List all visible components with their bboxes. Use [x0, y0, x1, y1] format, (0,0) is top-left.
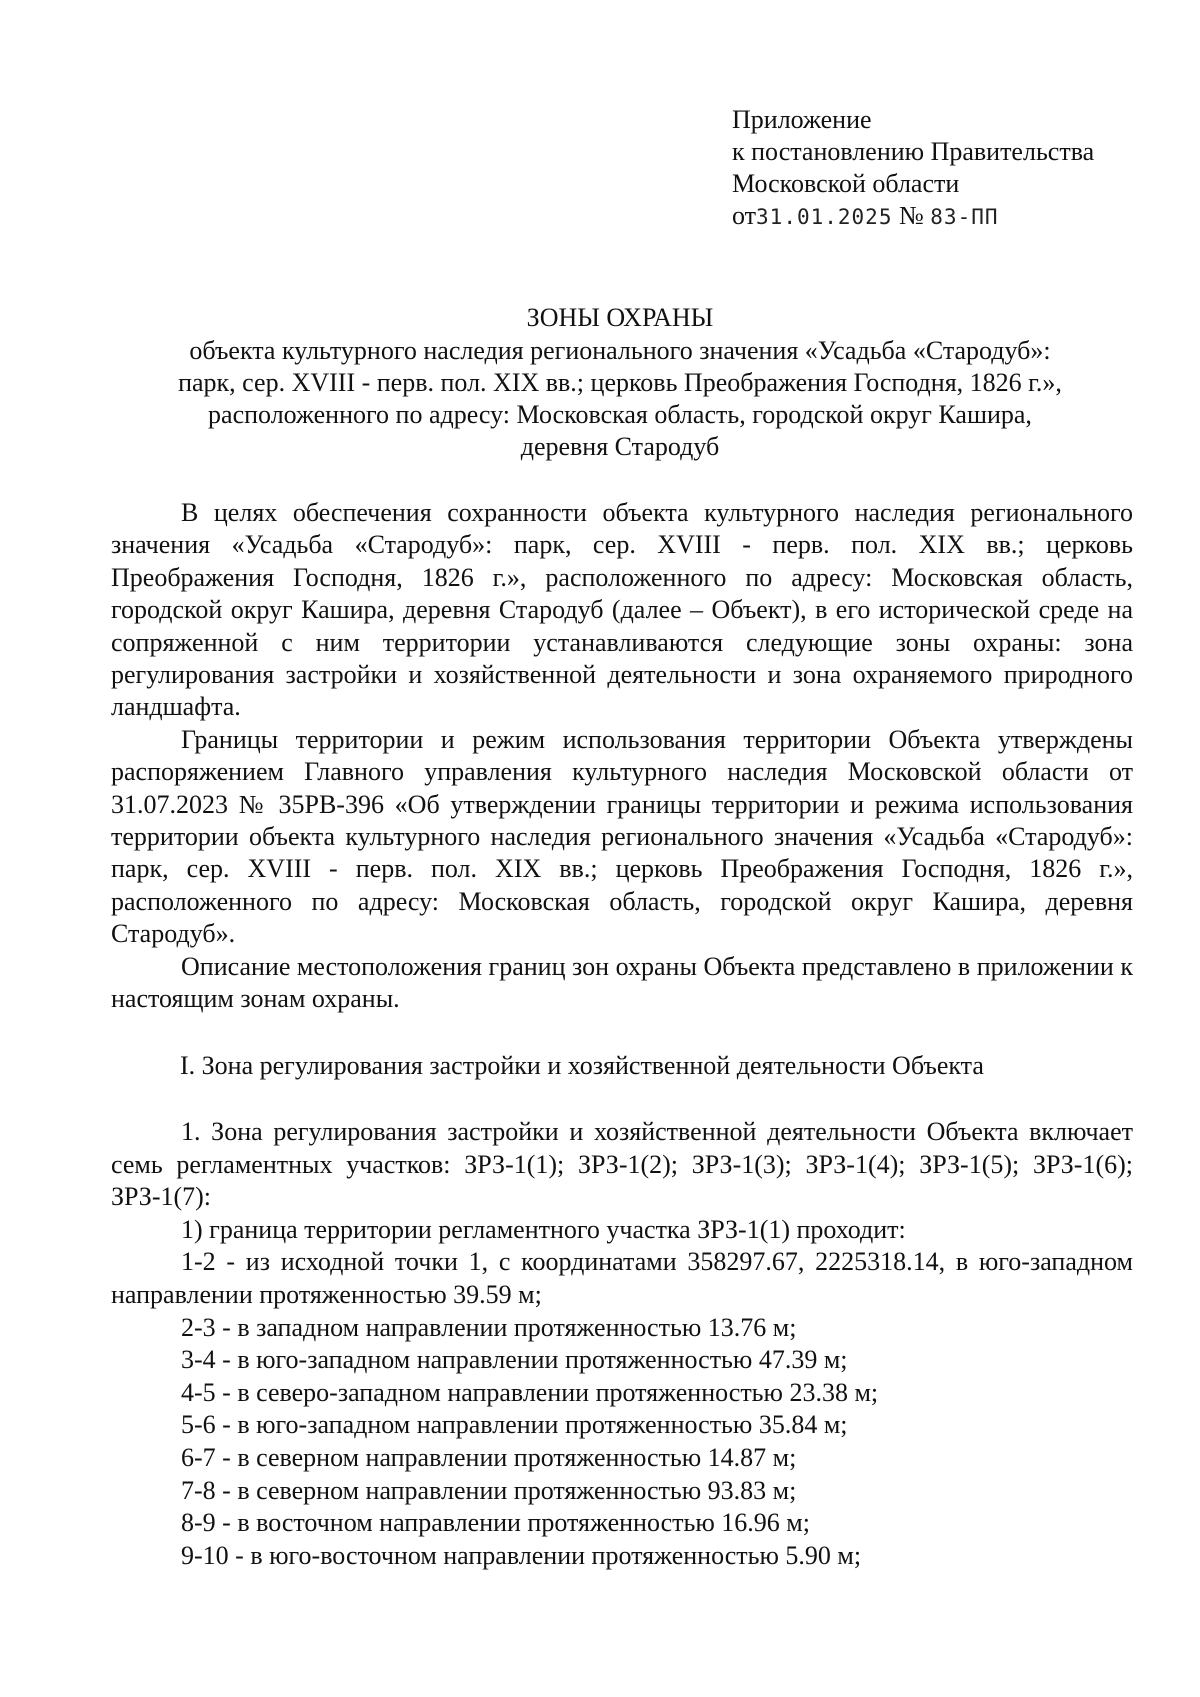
segment-item: 6-7 - в северном направлении протяженностью 14.87 м; — [181, 1442, 797, 1472]
segment-item: 2-3 - в западном направлении протяженностью 13.76 м; — [181, 1312, 797, 1342]
title-line-4: деревня Стародуб — [520, 432, 720, 461]
appendix-region-line: Московской области — [732, 169, 960, 198]
title-line-2: парк, сер. XVIII - перв. пол. XIX вв.; церковь Преображения Господня, 1826 г.», — [178, 368, 1062, 397]
document-title-block — [110, 302, 1130, 463]
title-line-3: расположенного по адресу: Московская область, городской округ Кашира, — [208, 400, 1032, 429]
document-title: ЗОНЫ ОХРАНЫ — [526, 303, 714, 332]
section-content — [111, 1116, 1133, 1572]
segment-item: 8-9 - в восточном направлении протяженностью 16.96 м; — [181, 1508, 810, 1538]
section-item-1: 1. Зона регулирования застройки и хозяйственной деятельности Объекта включает семь регламентных участков: ЗРЗ-1(1); ЗРЗ-1(2); ЗРЗ-1(3); ЗРЗ-1(4); ЗРЗ-1(5); ЗРЗ-1(6); ЗРЗ-1(7): — [111, 1117, 1133, 1212]
intro-section — [111, 497, 1133, 1016]
segment-item: 7-8 - в северном направлении протяженностью 93.83 м; — [181, 1475, 797, 1505]
title-line-1: объекта культурного наследия регионального значения «Усадьба «Стародуб»: — [189, 336, 1051, 365]
segment-item: 9-10 - в юго-восточном направлении протяженностью 5.90 м; — [181, 1540, 862, 1570]
section-heading: I. Зона регулирования застройки и хозяйственной деятельности Объекта — [180, 1051, 984, 1080]
appendix-decree-line: к постановлению Правительства — [732, 137, 1095, 166]
segment-item: 3-4 - в юго-западном направлении протяженностью 47.39 м; — [181, 1345, 848, 1375]
appendix-date-stamp: 31.01.2025 — [756, 205, 893, 229]
appendix-number-sign: № — [898, 201, 924, 230]
segment-item: 1-2 - из исходной точки 1, с координатами 358297.67, 2225318.14, в юго-западном направлении протяженностью 39.59 м; — [111, 1247, 1133, 1309]
subsection-item-1: 1) граница территории регламентного участка ЗРЗ-1(1) проходит: — [181, 1214, 906, 1244]
intro-paragraph-3: Описание местоположения границ зон охраны Объекта представлено в приложении к настоящим зонам охраны. — [111, 951, 1133, 1014]
appendix-date-prefix: от — [732, 201, 757, 230]
appendix-number-stamp: 83-ПП — [930, 205, 999, 229]
appendix-header — [732, 104, 1094, 233]
appendix-date-line — [732, 200, 1094, 233]
appendix-label: Приложение — [732, 105, 872, 134]
intro-paragraph-2: Границы территории и режим использования территории Объекта утверждены распоряжением Главного управления культурного наследия Московской области от 31.07.2023 № 35РВ-396 «Об утверждении границы территории и режима использования территории объекта культурного наследия регионального значения «Усадьба «Стародуб»: парк, сер. XVIII - перв. пол. XIX вв.; церковь Преображения Господня, 1826 г.», расположенного по адресу: Московская область, городской округ Кашира, деревня Стародуб». — [111, 724, 1133, 949]
segment-item: 4-5 - в северо-западном направлении протяженностью 23.38 м; — [181, 1377, 879, 1407]
intro-paragraph-1: В целях обеспечения сохранности объекта культурного наследия регионального значения «Усадьба «Стародуб»: парк, сер. XVIII - перв. пол. XIX вв.; церковь Преображения Господня, 1826 г.», расположенного по адресу: Московская область, городской округ Кашира, деревня Стародуб (далее – Объект), в его исторической среде на сопряженной с ним территории устанавливаются следующие зоны охраны: зона регулирования застройки и хозяйственной деятельности и зона охраняемого природного ландшафта. — [111, 498, 1133, 722]
segment-item: 5-6 - в юго-западном направлении протяженностью 35.84 м; — [181, 1410, 848, 1440]
